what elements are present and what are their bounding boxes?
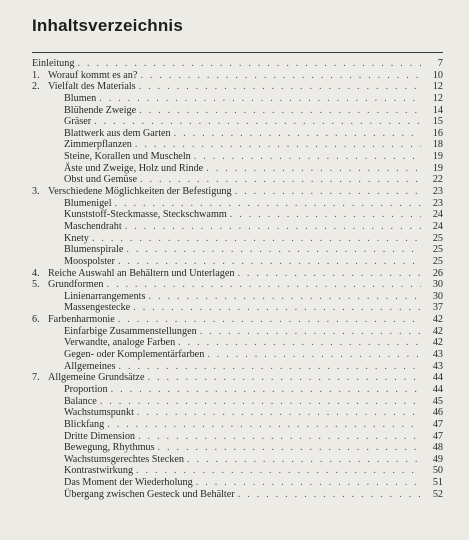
dot-leader bbox=[140, 174, 421, 186]
dot-leader bbox=[187, 454, 421, 466]
toc-entry-page-number: 25 bbox=[432, 244, 443, 256]
toc-entry-page-number: 44 bbox=[432, 383, 443, 395]
dot-leader bbox=[126, 244, 421, 256]
toc-entry bbox=[32, 244, 443, 256]
toc-entry bbox=[32, 431, 443, 443]
dot-leader bbox=[135, 139, 421, 151]
toc-entry-page-number: 18 bbox=[432, 139, 443, 151]
dot-leader bbox=[158, 442, 421, 454]
dot-leader bbox=[138, 431, 421, 443]
toc-entry-label: Blumenigel bbox=[64, 197, 112, 209]
toc-entry bbox=[32, 128, 443, 140]
dot-leader bbox=[99, 93, 421, 105]
toc-entry-page-number: 37 bbox=[432, 302, 443, 314]
toc-entry bbox=[32, 337, 443, 349]
toc-entry-label: Allgemeines bbox=[64, 360, 116, 372]
toc-entry-page-number: 24 bbox=[432, 220, 443, 232]
dot-leader bbox=[107, 419, 421, 431]
dot-leader bbox=[106, 279, 421, 291]
toc-entry-page-number: 48 bbox=[432, 442, 443, 454]
toc-entry bbox=[32, 221, 443, 233]
dot-leader bbox=[111, 384, 421, 396]
toc-entry bbox=[32, 326, 443, 338]
toc-entry-page-number: 7 bbox=[437, 58, 443, 69]
toc-entry bbox=[32, 58, 443, 70]
toc-entry-page-number: 10 bbox=[432, 69, 443, 81]
dot-leader bbox=[139, 105, 421, 117]
dot-leader bbox=[147, 372, 421, 384]
toc-entry-page-number: 12 bbox=[432, 81, 443, 93]
toc-entry-page-number: 50 bbox=[432, 465, 443, 477]
dot-leader bbox=[118, 314, 421, 326]
toc-entry bbox=[32, 489, 443, 501]
dot-leader bbox=[140, 70, 421, 82]
toc-entry-page-number: 47 bbox=[432, 418, 443, 430]
toc-entry-label: Dritte Dimension bbox=[64, 430, 136, 442]
dot-leader bbox=[119, 361, 422, 373]
toc-entry bbox=[32, 396, 443, 408]
toc-entry-number: 3. bbox=[32, 186, 40, 198]
toc-entry-number: 5. bbox=[32, 279, 40, 291]
toc-entry-label: Kunststoff-Steckmasse, Steckschwamm bbox=[64, 209, 227, 221]
dot-leader bbox=[136, 465, 421, 477]
toc-entry-page-number: 25 bbox=[432, 232, 443, 244]
toc-entry bbox=[32, 407, 443, 419]
toc-entry bbox=[32, 372, 443, 384]
toc-entry bbox=[32, 233, 443, 245]
toc-entry-page-number: 22 bbox=[432, 174, 443, 186]
toc-entry-label: Vielfalt des Materials bbox=[48, 81, 136, 93]
dot-leader bbox=[125, 221, 421, 233]
dot-leader bbox=[139, 81, 421, 93]
toc-entry bbox=[32, 198, 443, 210]
toc-entry-page-number: 19 bbox=[432, 162, 443, 174]
dot-leader bbox=[94, 116, 421, 128]
toc-entry-label: Wachstumsgerechtes Stecken bbox=[64, 453, 184, 465]
toc-entry bbox=[32, 70, 443, 82]
toc-entry-label: Übergang zwischen Gesteck und Behälter bbox=[64, 488, 235, 500]
heading-divider bbox=[32, 52, 443, 53]
toc-entry-label: Blattwerk aus dem Garten bbox=[64, 127, 171, 139]
toc-entry bbox=[32, 116, 443, 128]
toc-entry-label: Reiche Auswahl an Behältern und Unterlagen bbox=[48, 267, 235, 279]
toc-entry bbox=[32, 361, 443, 373]
toc-entry-page-number: 15 bbox=[432, 116, 443, 128]
dot-leader bbox=[100, 396, 421, 408]
dot-leader bbox=[194, 151, 421, 163]
dot-leader bbox=[148, 291, 421, 303]
toc-entry-page-number: 19 bbox=[432, 151, 443, 163]
toc-entry bbox=[32, 139, 443, 151]
toc-entry-label: Einleitung bbox=[32, 58, 75, 69]
toc-entry bbox=[32, 163, 443, 175]
toc-entry-page-number: 42 bbox=[432, 314, 443, 326]
toc-entry-page-number: 45 bbox=[432, 395, 443, 407]
toc-entry bbox=[32, 442, 443, 454]
table-of-contents bbox=[32, 58, 443, 500]
toc-entry-label: Bewegung, Rhythmus bbox=[64, 442, 155, 454]
toc-entry-page-number: 43 bbox=[432, 349, 443, 361]
toc-entry bbox=[32, 349, 443, 361]
toc-entry-label: Blühende Zweige bbox=[64, 104, 137, 116]
toc-entry bbox=[32, 384, 443, 396]
toc-entry bbox=[32, 174, 443, 186]
toc-entry-page-number: 14 bbox=[432, 104, 443, 116]
toc-entry-label: Zimmerpflanzen bbox=[64, 139, 132, 151]
toc-entry-label: Verschiedene Möglichkeiten der Befestigung bbox=[48, 186, 232, 198]
toc-entry-label: Grundformen bbox=[48, 279, 104, 291]
toc-entry bbox=[32, 268, 443, 280]
toc-entry-label: Äste und Zweige, Holz und Rinde bbox=[64, 162, 204, 174]
dot-leader bbox=[230, 209, 421, 221]
toc-entry-label: Verwandte, analoge Farben bbox=[64, 337, 176, 349]
toc-entry-number: 7. bbox=[32, 372, 40, 384]
toc-entry-label: Worauf kommt es an? bbox=[48, 69, 138, 81]
toc-entry-page-number: 51 bbox=[432, 477, 443, 489]
toc-entry bbox=[32, 256, 443, 268]
toc-entry-page-number: 12 bbox=[432, 92, 443, 104]
dot-leader bbox=[118, 256, 421, 268]
toc-entry-page-number: 52 bbox=[432, 488, 443, 500]
toc-entry-page-number: 43 bbox=[432, 360, 443, 372]
toc-entry-label: Gegen- oder Komplementärfarben bbox=[64, 349, 205, 361]
toc-entry-page-number: 23 bbox=[432, 197, 443, 209]
toc-entry bbox=[32, 93, 443, 105]
dot-leader bbox=[178, 337, 421, 349]
dot-leader bbox=[137, 407, 421, 419]
toc-entry bbox=[32, 151, 443, 163]
toc-entry-label: Blumenspirale bbox=[64, 244, 124, 256]
toc-entry-label: Knety bbox=[64, 232, 89, 244]
toc-entry bbox=[32, 465, 443, 477]
toc-entry-page-number: 42 bbox=[432, 337, 443, 349]
dot-leader bbox=[206, 163, 421, 175]
toc-entry-label: Einfarbige Zusammenstellungen bbox=[64, 325, 197, 337]
toc-entry-label: Balance bbox=[64, 395, 97, 407]
toc-entry-number: 6. bbox=[32, 314, 40, 326]
toc-entry-page-number: 42 bbox=[432, 325, 443, 337]
toc-entry bbox=[32, 454, 443, 466]
toc-entry-label: Moospolster bbox=[64, 255, 115, 267]
toc-entry-label: Linienarrangements bbox=[64, 290, 146, 302]
toc-entry bbox=[32, 291, 443, 303]
toc-entry bbox=[32, 477, 443, 489]
toc-entry-number: 4. bbox=[32, 267, 40, 279]
dot-leader bbox=[200, 326, 421, 338]
toc-entry-page-number: 26 bbox=[432, 267, 443, 279]
toc-entry-page-number: 47 bbox=[432, 430, 443, 442]
dot-leader bbox=[133, 302, 421, 314]
dot-leader bbox=[237, 268, 421, 280]
toc-entry-label: Maschendraht bbox=[64, 220, 122, 232]
toc-entry-label: Kontrastwirkung bbox=[64, 465, 134, 477]
toc-entry bbox=[32, 105, 443, 117]
toc-entry bbox=[32, 81, 443, 93]
toc-entry bbox=[32, 419, 443, 431]
toc-entry-label: Obst und Gemüse bbox=[64, 174, 138, 186]
toc-entry-label: Blumen bbox=[64, 92, 97, 104]
dot-leader bbox=[92, 233, 421, 245]
dot-leader bbox=[77, 58, 421, 70]
dot-leader bbox=[115, 198, 421, 210]
toc-entry-number: 1. bbox=[32, 69, 40, 81]
toc-entry-label: Das Moment der Wiederholung bbox=[64, 477, 193, 489]
toc-entry-page-number: 46 bbox=[432, 407, 443, 419]
toc-entry-label: Proportion bbox=[64, 383, 108, 395]
toc-entry bbox=[32, 209, 443, 221]
toc-entry-number: 2. bbox=[32, 81, 40, 93]
toc-entry-page-number: 25 bbox=[432, 255, 443, 267]
toc-entry bbox=[32, 302, 443, 314]
toc-entry bbox=[32, 279, 443, 291]
dot-leader bbox=[235, 186, 421, 198]
dot-leader bbox=[196, 477, 421, 489]
toc-entry-page-number: 30 bbox=[432, 279, 443, 291]
toc-entry-label: Allgemeine Grundsätze bbox=[48, 372, 145, 384]
dot-leader bbox=[174, 128, 421, 140]
dot-leader bbox=[207, 349, 421, 361]
toc-entry-page-number: 16 bbox=[432, 127, 443, 139]
toc-entry-label: Gräser bbox=[64, 116, 92, 128]
toc-entry-label: Steine, Korallen und Muscheln bbox=[64, 151, 191, 163]
toc-entry bbox=[32, 186, 443, 198]
toc-entry-page-number: 44 bbox=[432, 372, 443, 384]
toc-entry bbox=[32, 314, 443, 326]
toc-entry-page-number: 24 bbox=[432, 209, 443, 221]
toc-entry-page-number: 23 bbox=[432, 186, 443, 198]
toc-entry-page-number: 30 bbox=[432, 290, 443, 302]
dot-leader bbox=[238, 489, 421, 501]
page-title: Inhaltsverzeichnis bbox=[32, 16, 183, 35]
toc-entry-label: Massengestecke bbox=[64, 302, 131, 314]
toc-entry-label: Farbenharmonie bbox=[48, 314, 115, 326]
toc-entry-label: Blickfang bbox=[64, 418, 105, 430]
toc-entry-label: Wachstumspunkt bbox=[64, 407, 134, 419]
toc-entry-page-number: 49 bbox=[432, 453, 443, 465]
